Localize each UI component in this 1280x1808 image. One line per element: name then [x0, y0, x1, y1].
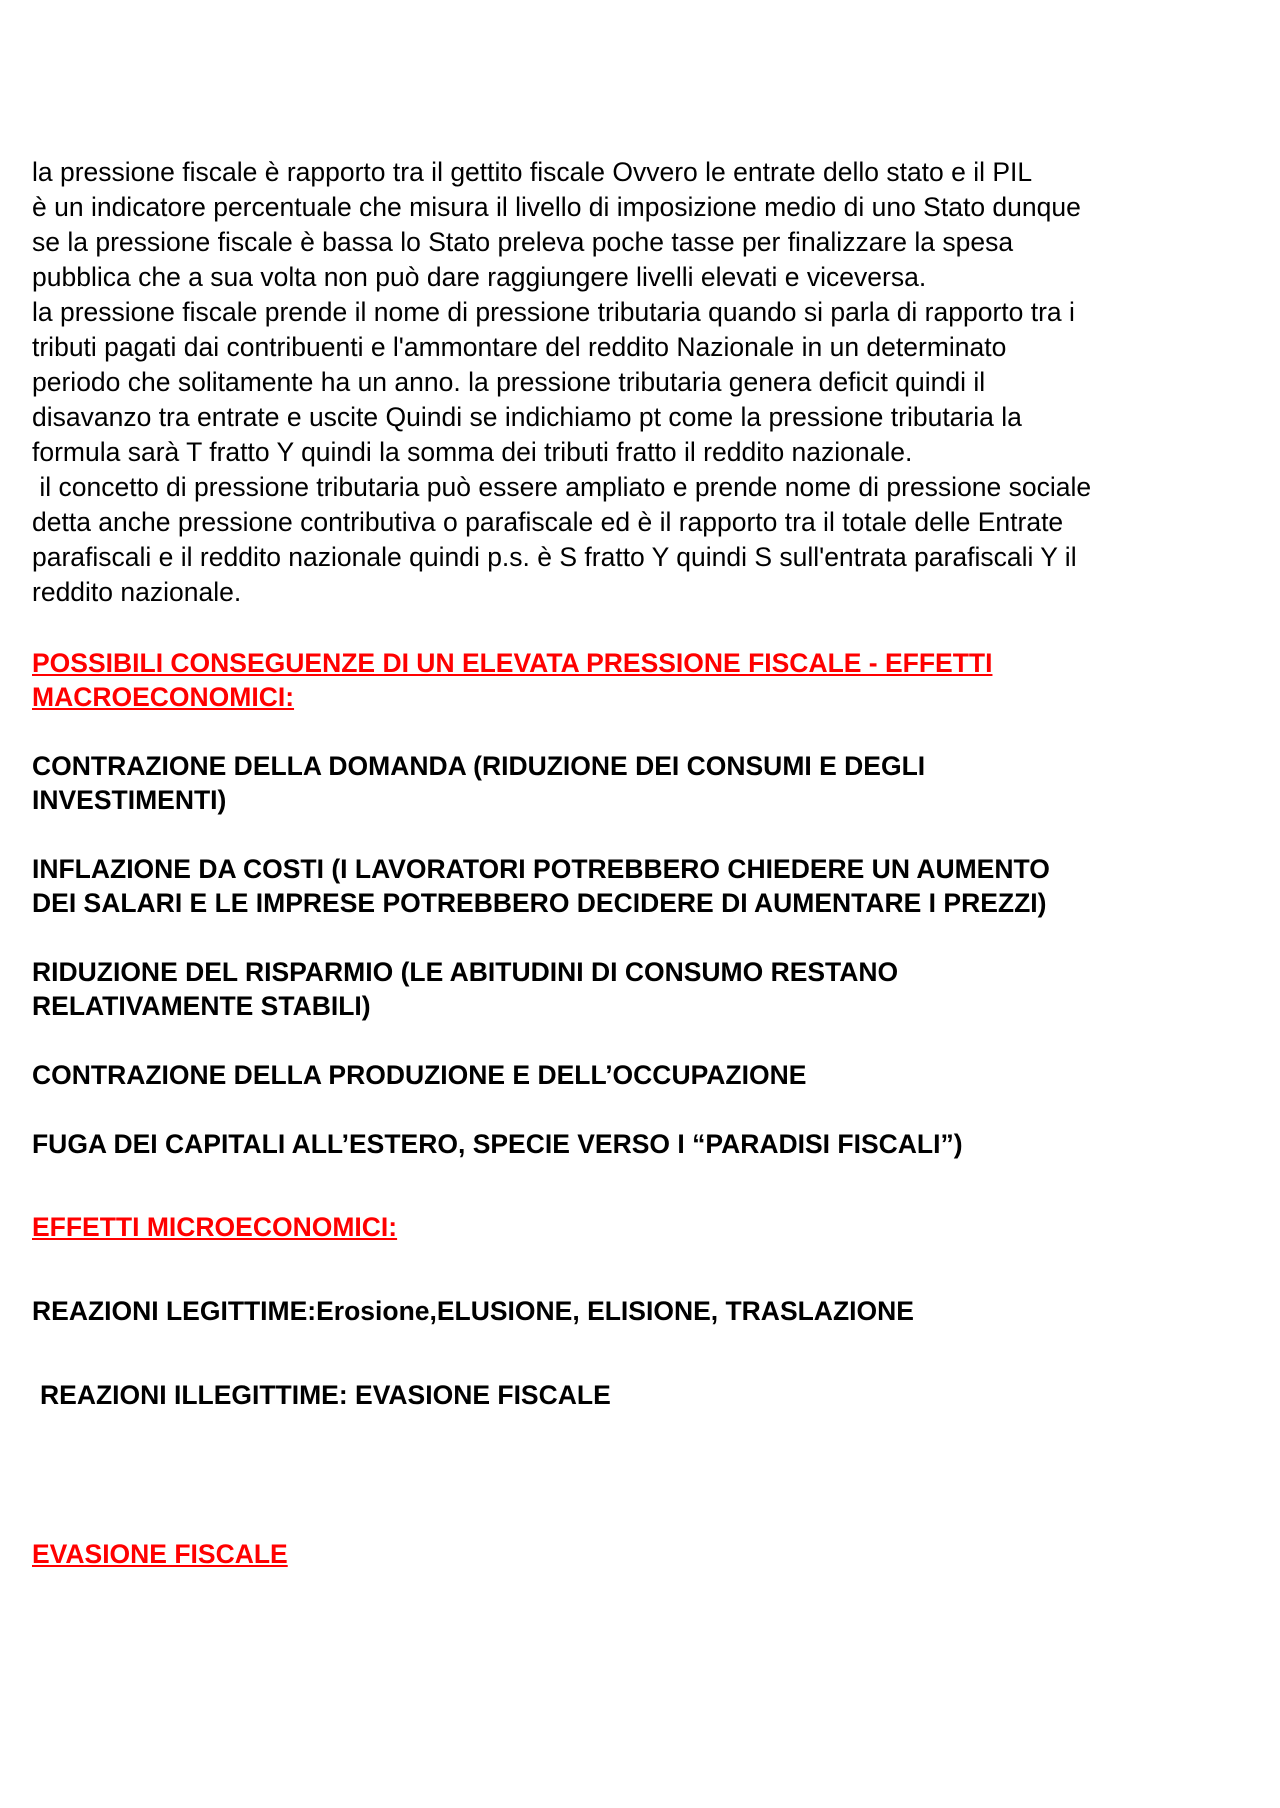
intro-line: pubblica che a sua volta non può dare raggiungere livelli elevati e viceversa.: [32, 262, 927, 292]
intro-line: formula sarà T fratto Y quindi la somma dei tributi fratto il reddito nazionale.: [32, 437, 913, 467]
macro-item-production: [32, 1058, 1257, 1092]
intro-paragraph: [32, 155, 1257, 610]
illegitimate-reactions: [32, 1378, 1257, 1412]
macro-item-line: RIDUZIONE DEL RISPARMIO (LE ABITUDINI DI CONSUMO RESTANO: [32, 957, 899, 987]
macro-item-capital-flight: [32, 1127, 1257, 1161]
intro-line: detta anche pressione contributiva o parafiscale ed è il rapporto tra il totale delle Entrate: [32, 507, 1064, 537]
macro-item-line: CONTRAZIONE DELLA PRODUZIONE E DELL’OCCUPAZIONE: [32, 1060, 807, 1090]
tax-evasion-heading: [32, 1537, 1257, 1571]
intro-line: reddito nazionale.: [32, 577, 242, 607]
intro-line: disavanzo tra entrate e uscite Quindi se indichiamo pt come la pressione tributaria la: [32, 402, 1022, 432]
intro-line: tributi pagati dai contribuenti e l'ammontare del reddito Nazionale in un determinato: [32, 332, 1007, 362]
intro-line: parafiscali e il reddito nazionale quindi p.s. è S fratto Y quindi S sull'entrata parafiscali Y il: [32, 542, 1077, 572]
macro-item-line: RELATIVAMENTE STABILI): [32, 991, 371, 1021]
macro-heading-line: POSSIBILI CONSEGUENZE DI UN ELEVATA PRESSIONE FISCALE - EFFETTI: [32, 648, 993, 678]
macro-heading-line: MACROECONOMICI:: [32, 682, 295, 712]
intro-line: è un indicatore percentuale che misura il livello di imposizione medio di uno Stato dunque: [32, 192, 1081, 222]
macro-item-inflation: [32, 852, 1257, 920]
intro-line: periodo che solitamente ha un anno. la pressione tributaria genera deficit quindi il: [32, 367, 986, 397]
macro-item-line: CONTRAZIONE DELLA DOMANDA (RIDUZIONE DEI CONSUMI E DEGLI: [32, 751, 926, 781]
macro-item-savings: [32, 955, 1257, 1023]
intro-line: la pressione fiscale è rapporto tra il gettito fiscale Ovvero le entrate dello stato e il PIL: [32, 157, 1033, 187]
macro-item-line: INVESTIMENTI): [32, 785, 227, 815]
document-body: [32, 155, 1257, 1571]
micro-effects-heading: [32, 1210, 1257, 1244]
macro-item-line: DEI SALARI E LE IMPRESE POTREBBERO DECIDERE DI AUMENTARE I PREZZI): [32, 888, 1047, 918]
tax-evasion-heading-line: EVASIONE FISCALE: [32, 1539, 288, 1569]
illegitimate-reactions-text: REAZIONI ILLEGITTIME: EVASIONE FISCALE: [40, 1380, 611, 1410]
macro-effects-heading: [32, 646, 1257, 714]
intro-line: il concetto di pressione tributaria può essere ampliato e prende nome di pressione sociale: [32, 472, 1092, 502]
intro-line: se la pressione fiscale è bassa lo Stato preleva poche tasse per finalizzare la spesa: [32, 227, 1014, 257]
macro-item-line: INFLAZIONE DA COSTI (I LAVORATORI POTREBBERO CHIEDERE UN AUMENTO: [32, 854, 1050, 884]
micro-heading-line: EFFETTI MICROECONOMICI:: [32, 1212, 398, 1242]
legitimate-reactions-text: REAZIONI LEGITTIME:Erosione,ELUSIONE, ELISIONE, TRASLAZIONE: [32, 1296, 914, 1326]
macro-item-line: FUGA DEI CAPITALI ALL’ESTERO, SPECIE VERSO I “PARADISI FISCALI”): [32, 1129, 963, 1159]
legitimate-reactions: [32, 1294, 1257, 1328]
intro-line: la pressione fiscale prende il nome di pressione tributaria quando si parla di rapporto tra i: [32, 297, 1075, 327]
macro-item-demand: [32, 749, 1257, 817]
